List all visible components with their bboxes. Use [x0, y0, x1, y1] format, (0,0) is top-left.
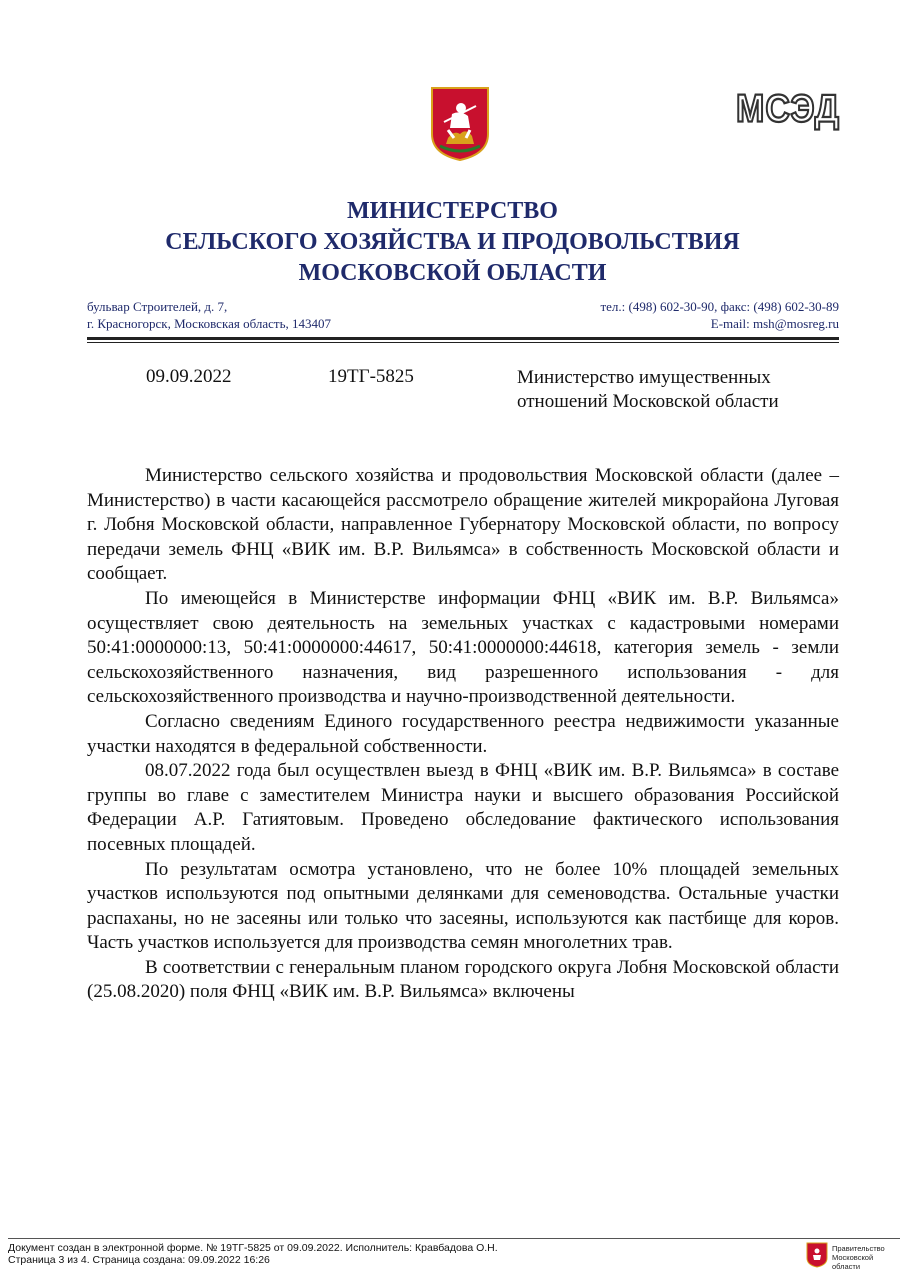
address-line: г. Красногорск, Московская область, 143407: [87, 316, 331, 331]
addressee-line: Министерство имущественных: [517, 367, 771, 388]
footer-line-document: Документ создан в электронной форме. № 19ТГ-5825 от 09.09.2022. Исполнитель: Кравбадова О.Н.: [8, 1242, 498, 1254]
paragraph: Согласно сведениям Единого государственного реестра недвижимости указанные участки находятся в федеральной собственности.: [87, 710, 839, 757]
ministry-title-line: МИНИСТЕРСТВО: [347, 198, 558, 224]
contact-email: E-mail: msh@mosreg.ru: [710, 316, 839, 331]
msed-stamp: МСЭД: [736, 87, 840, 131]
footer-divider: [8, 1238, 900, 1239]
government-logo-line: Московской области: [832, 1253, 874, 1271]
contact-phone-fax: тел.: (498) 602-30-90, факс: (498) 602-30-89: [600, 299, 839, 314]
government-logo-line: Правительство: [832, 1244, 885, 1253]
ministry-title-line: МОСКОВСКОЙ ОБЛАСТИ: [298, 260, 607, 286]
moscow-oblast-coat-of-arms-icon: [430, 86, 490, 162]
ministry-title-line: СЕЛЬСКОГО ХОЗЯЙСТВА И ПРОДОВОЛЬСТВИЯ: [165, 229, 740, 255]
government-logo: [806, 1240, 898, 1272]
document-date: 09.09.2022: [146, 366, 232, 387]
address-line: бульвар Строителей, д. 7,: [87, 299, 228, 314]
header-divider: [87, 337, 839, 340]
ministry-contacts: [600, 298, 839, 332]
ministry-title: [0, 196, 905, 289]
ministry-address: [87, 298, 331, 332]
document-number: 19ТГ-5825: [328, 366, 414, 387]
paragraph: В соответствии с генеральным планом городского округа Лобня Московской области (25.08.2020) поля ФНЦ «ВИК им. В.Р. Вильямса» включены: [87, 956, 839, 1003]
paragraph: По результатам осмотра установлено, что не более 10% площадей земельных участков используются под опытными делянками для семеноводства. Остальные участки распаханы, но не засеяны или только что засеяны, используются как пастбище для коров. Часть участков используется для производства семян многолетних трав.: [87, 858, 839, 954]
government-emblem-icon: [806, 1242, 828, 1268]
paragraph: Министерство сельского хозяйства и продовольствия Московской области (далее – Министерство) в части касающейся рассмотрело обращение жителей микрорайона Луговая г. Лобня Московской области, направленное Губернатору Московской области, по вопросу передачи земель ФНЦ «ВИК им. В.Р. Вильямса» в собственность Московской области и сообщает.: [87, 465, 839, 585]
paragraph: 08.07.2022 года был осуществлен выезд в ФНЦ «ВИК им. В.Р. Вильямса» в составе группы во главе с заместителем Министра науки и высшего образования Российской Федерации А.Р. Гатиятовым. Проведено обследование фактического использования посевных площадей.: [87, 760, 839, 855]
government-logo-text: [832, 1244, 898, 1271]
letter-body: [87, 464, 839, 1005]
addressee: [517, 366, 779, 414]
addressee-line: отношений Московской области: [517, 391, 779, 412]
footer-line-page: Страница 3 из 4. Страница создана: 09.09.2022 16:26: [8, 1254, 270, 1266]
header-divider-thin: [87, 342, 839, 343]
footer-info: [8, 1242, 498, 1266]
paragraph: По имеющейся в Министерстве информации ФНЦ «ВИК им. В.Р. Вильямса» осуществляет свою деятельность на земельных участках с кадастровыми номерами 50:41:0000000:13, 50:41:0000000:44617, 50:41:0000000:44618, категория земель - земли сельскохозяйственного назначения, вид разрешенного использования - для сельскохозяйственного производства и научно-производственной деятельности.: [87, 587, 839, 708]
